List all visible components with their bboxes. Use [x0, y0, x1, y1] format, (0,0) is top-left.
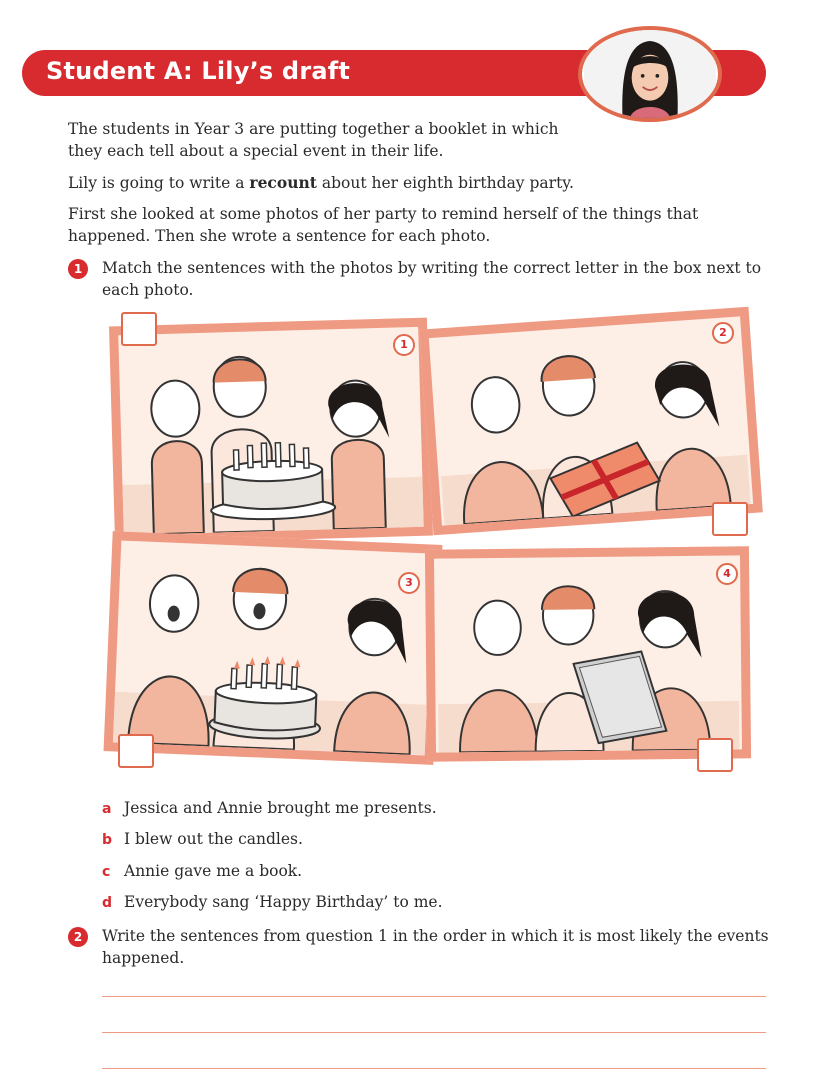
option-c-text: Annie gave me a book.	[124, 862, 303, 880]
photo-2-number: 2	[712, 322, 734, 344]
option-a-letter: a	[102, 801, 112, 817]
question-2-text: Write the sentences from question 1 in the order in which it is most likely the events happened.	[102, 927, 769, 967]
photo-3-answer-box[interactable]	[118, 734, 154, 768]
question-2-number: 2	[68, 927, 88, 947]
photo-4-number: 4	[716, 563, 738, 585]
option-b	[102, 828, 303, 851]
option-a	[102, 797, 437, 820]
answer-line-1[interactable]	[102, 996, 766, 997]
photo-2	[419, 307, 763, 536]
option-d	[102, 891, 443, 914]
photo-1-answer-box[interactable]	[121, 312, 157, 346]
photo-4-answer-box[interactable]	[697, 738, 733, 772]
intro-paragraph-1: The students in Year 3 are putting together a booklet in which they each tell about a special event in their life.	[68, 120, 559, 160]
photo-1-illustration	[118, 327, 423, 535]
answer-line-2[interactable]	[102, 1032, 766, 1033]
student-portrait	[578, 26, 722, 122]
answer-line-3[interactable]	[102, 1068, 766, 1069]
photo-3-number: 3	[398, 572, 420, 594]
option-a-text: Jessica and Annie brought me presents.	[124, 799, 437, 817]
intro-paragraph-3: First she looked at some photos of her party to remind herself of the things that happened. Then she wrote a sentence for each photo.	[68, 205, 699, 245]
question-1-number: 1	[68, 259, 88, 279]
photo-4-illustration	[434, 555, 742, 752]
photo-1-number: 1	[393, 334, 415, 356]
photo-4	[425, 546, 751, 761]
photo-3	[104, 531, 443, 765]
photo-1	[109, 318, 433, 545]
option-d-letter: d	[102, 895, 113, 911]
option-d-text: Everybody sang ‘Happy Birthday’ to me.	[124, 893, 443, 911]
option-b-text: I blew out the candles.	[124, 830, 303, 848]
keyword-recount: recount	[249, 173, 317, 192]
question-1-text: Match the sentences with the photos by writing the correct letter in the box next to each photo.	[102, 259, 762, 299]
photo-2-answer-box[interactable]	[712, 502, 748, 536]
intro-paragraph-2	[68, 172, 768, 194]
intro-p2-text-end: about her eighth birthday party.	[316, 174, 574, 192]
intro-p2-text: Lily is going to write a	[68, 174, 250, 192]
girl-photo-icon	[582, 30, 718, 118]
option-c-letter: c	[102, 864, 111, 880]
page-title: Student A: Lily’s draft	[46, 57, 351, 85]
photo-3-illustration	[113, 541, 433, 756]
option-b-letter: b	[102, 832, 113, 848]
option-c	[102, 860, 302, 883]
photo-2-illustration	[429, 316, 753, 525]
